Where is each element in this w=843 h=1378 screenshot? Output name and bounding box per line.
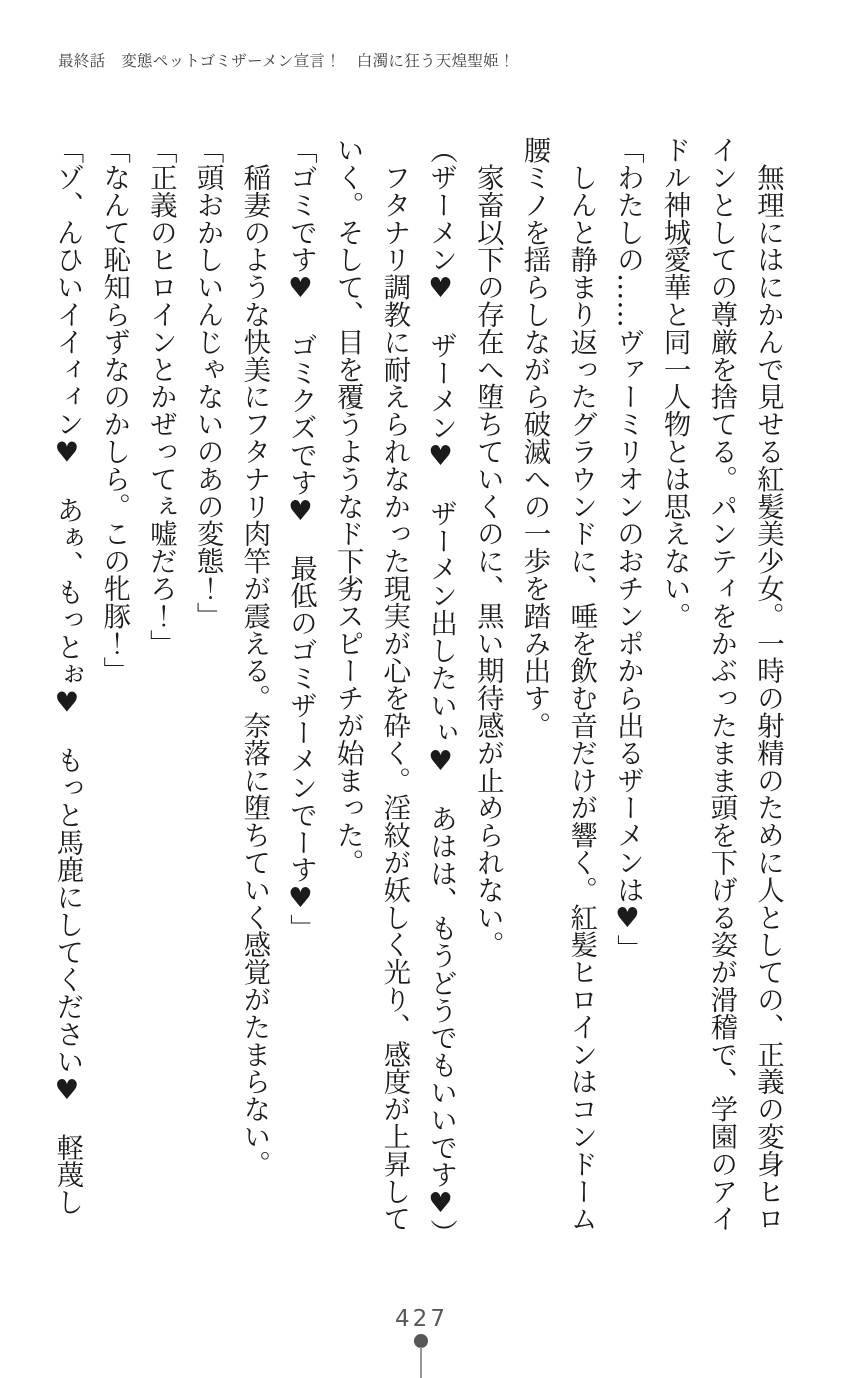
paragraph: 稲妻のような快美にフタナリ肉竿が震える。奈落に堕ちていく感覚がたまらない。 (238, 136, 270, 1178)
paragraph: 「頭おかしいんじゃないのあの変態！」 (191, 136, 223, 630)
paragraph: 「ゴミです♥ ゴミクズです♥ 最低のゴミザーメンでーす♥」 (284, 136, 316, 942)
page-marker-dot-icon (414, 1334, 428, 1348)
paragraph: フタナリ調教に耐えられなかった現実が心を砕く。淫紋が妖しく光り、感度が上昇していく。そして、目を覆うようなド下劣スピーチが始まった。 (331, 136, 410, 1232)
chapter-header: 最終話 変態ペットゴミザーメン宣言！ 白濁に狂う天煌聖姫！ (58, 52, 515, 70)
paragraph: 「わたしの……ヴァーミリオンのおチンポから出るザーメンは♥」 (611, 136, 643, 962)
page-marker-line (420, 1347, 422, 1378)
paragraph: 「ゾ、んひいイイィィン♥ あぁ、もっとぉ♥ もっと馬鹿にしてください♥ 軽蔑し (51, 136, 83, 1216)
paragraph: 「なんて恥知らずなのかしら。この牝豚！」 (98, 136, 130, 684)
body-text (43, 136, 790, 1247)
paragraph: しんと静まり返ったグラウンドに、唾を飲む音だけが響く。紅髪ヒロインはコンドーム腰ミノを揺らしながら破滅への一歩を踏み出す。 (518, 136, 597, 1232)
paragraph: （ザーメン♥ ザーメン♥ ザーメン出したいぃ♥ あはは、もうどうでもいいです♥） (425, 136, 457, 1247)
page-number: 427 (395, 1306, 448, 1332)
paragraph: 「正義のヒロインとかぜってぇ嘘だろ！」 (144, 136, 176, 657)
paragraph: 家畜以下の存在へ堕ちていくのに、黒い期待感が止められない。 (471, 136, 503, 958)
paragraph: 無理にはにかんで見せる紅髪美少女。一時の射精のために人としての、正義の変身ヒロインとしての尊厳を捨てる。パンティをかぶったまま頭を下げる姿が滑稽で、学園のアイドル神城愛華と同一人物とは思えない。 (658, 136, 783, 1232)
